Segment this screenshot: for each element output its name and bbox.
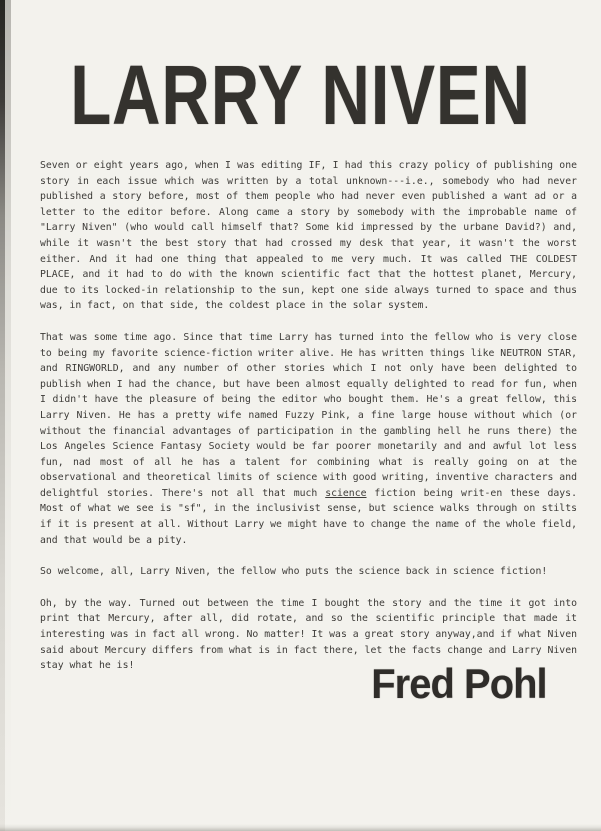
intro-paragraph: Seven or eight years ago, when I was editing IF, I had this crazy policy of publishing one story in each issue which was written by a total unknown---i.e., somebody who had never published a story before, most of them people who had never even published a want ad or a letter to the editor before. Along came a story by somebody with the improbable name of "Larry Niven" (who would call himself that? Some kid impressed by the urbane David?) and, while it wasn't the best story that had crossed my desk that year, it wasn't the worst either. And it had one thing that appealed to me very much. It was called THE COLDEST PLACE, and it had to do with the known scientific fact that the hottest planet, Mercury, due to its locked-in relationship to the sun, kept one side always turned to space and thus was, in fact, on that side, the coldest place in the solar system. — [40, 160, 577, 312]
biography-text-before: That was some time ago. Since that time Larry has turned into the fellow who is very close to being my favorite science-fiction writer alive. He has written things like NEUTRON STAR, and RINGWORLD, and any number of other stories which I not only have been delighted to publish when I had the chance, but have been almost equally delighted to read for fun, when I didn't have the pleasure of being the editor who bought them. He's a great fellow, this Larry Niven. He has a pretty wife named Fuzzy Pink, a fine large house without which (or without the financial advantages of participation in the gambling hell he runs there) the Los Angeles Science Fantasy Society would be far poorer monetarily and and awful lot less fun, nad most of all he has a talent for combining what is really going on at the observational and theoretical limits of science with good writing, inventive characters and delightful stories. There's not all that much — [40, 331, 577, 499]
author-signature: Fred Pohl — [371, 660, 547, 707]
biography-text-after: fiction being writ-en these days. Most of what we see is "sf", in the inclusivist sense, but science walks through on stilts if it is present at all. Without Larry we might have to change the name of the whole field, and that would be a pity. — [40, 487, 577, 546]
scan-edge-artifact-bottom — [0, 824, 601, 831]
page-title: LARRY NIVEN — [70, 48, 531, 142]
postscript-paragraph: Oh, by the way. Turned out between the time I bought the story and the time it got into print that Mercury, after all, did rotate, and so the scientific principle that made it interesting was in fact all wrong. No matter! It was a great story anyway,and if what Niven said about Mercury differs from what is in fact there, let the facts change and Larry Niven stay what he is! — [40, 597, 577, 672]
article-body — [40, 158, 577, 690]
scan-edge-artifact-left-soft — [5, 0, 11, 831]
underlined-word-science: science — [325, 487, 367, 499]
biography-paragraph — [40, 330, 577, 548]
welcome-paragraph: So welcome, all, Larry Niven, the fellow who puts the science back in science fiction! — [40, 566, 548, 578]
